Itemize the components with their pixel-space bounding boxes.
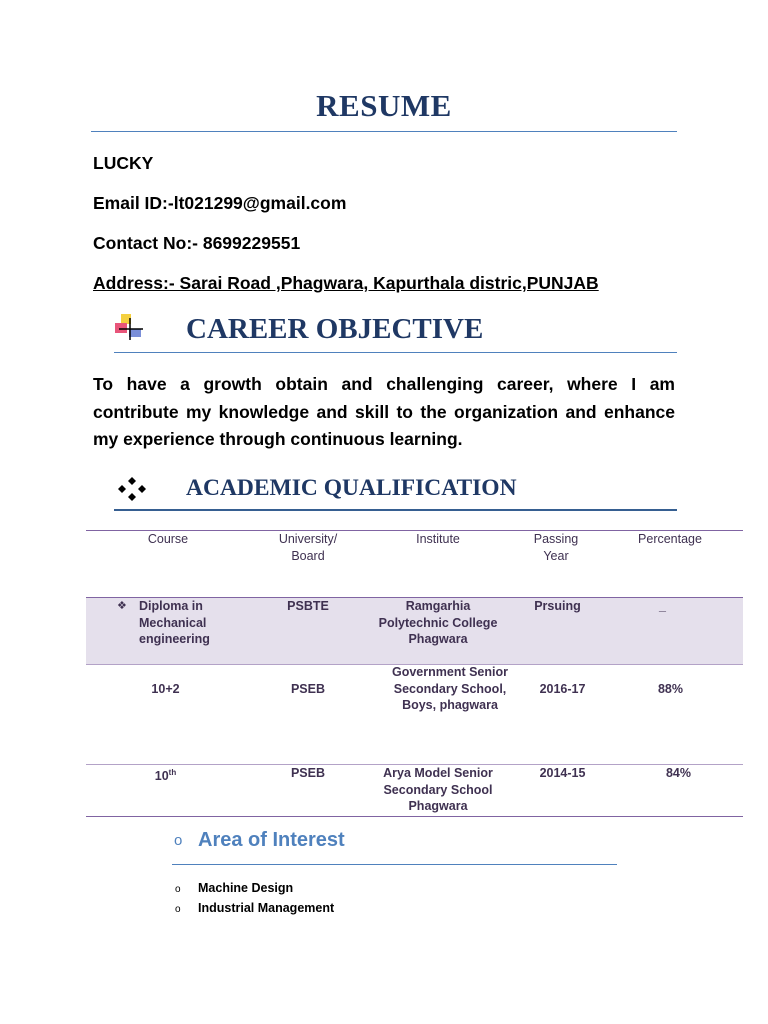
table-cell-percentage: _ <box>659 599 666 613</box>
diamond-bullet-icon: ❖ <box>117 600 127 612</box>
circle-bullet-icon: o <box>174 832 183 849</box>
table-cell-course <box>128 765 203 785</box>
table-cell-year: 2014-15 <box>539 766 586 780</box>
table-cell-university: PSBTE <box>287 599 329 613</box>
contact-line: Contact No:- 8699229551 <box>93 233 301 253</box>
candidate-name: LUCKY <box>93 153 154 173</box>
colored-squares-icon <box>115 314 147 342</box>
header-university: University/ Board <box>278 532 338 563</box>
page-title: RESUME <box>316 88 452 123</box>
table-cell-course: Diploma in Mechanical engineering <box>139 599 210 646</box>
interest-item: Industrial Management <box>198 901 335 915</box>
area-of-interest-heading: Area of Interest <box>198 829 345 851</box>
table-cell-year: 2016-17 <box>539 682 586 696</box>
header-percentage: Percentage <box>638 532 702 546</box>
table-cell-percentage: 84% <box>665 766 692 780</box>
course-value: 10 <box>154 769 169 784</box>
table-cell-university: PSEB <box>290 682 326 696</box>
interest-item: Machine Design <box>198 881 294 895</box>
diamond-bullet-icon <box>118 477 146 501</box>
table-cell-course: 10+2 <box>151 682 180 696</box>
career-objective-text: To have a growth obtain and challenging career, where I am contribute my knowledge and skill to the organization and enhance my experience through continuous learning. <box>93 374 675 449</box>
table-cell-institute: Arya Model Senior Secondary School Phagwara <box>383 766 493 813</box>
course-superscript: th <box>168 768 177 777</box>
circle-bullet-icon: o <box>175 884 181 895</box>
address-line: Address:- Sarai Road ,Phagwara, Kapurthala distric,PUNJAB <box>93 273 599 293</box>
table-cell-institute: Ramgarhia Polytechnic College Phagwara <box>378 599 498 646</box>
header-institute: Institute <box>416 532 460 546</box>
table-cell-year: Prsuing <box>534 599 581 613</box>
career-objective-divider <box>114 352 677 353</box>
header-passing-year: Passing Year <box>533 532 579 563</box>
table-bottom-border <box>86 816 743 817</box>
title-divider <box>91 131 677 132</box>
circle-bullet-icon: o <box>175 904 181 915</box>
email-line: Email ID:-lt021299@gmail.com <box>93 193 347 213</box>
table-cell-institute: Government Senior Secondary School, Boys, phagwara <box>392 665 508 712</box>
area-of-interest-divider <box>172 864 617 865</box>
header-course: Course <box>147 532 189 546</box>
table-cell-percentage: 88% <box>657 682 684 696</box>
academic-divider <box>114 509 677 511</box>
table-cell-university: PSEB <box>290 766 326 780</box>
academic-heading: ACADEMIC QUALIFICATION <box>186 475 517 501</box>
career-objective-heading: CAREER OBJECTIVE <box>186 313 484 345</box>
